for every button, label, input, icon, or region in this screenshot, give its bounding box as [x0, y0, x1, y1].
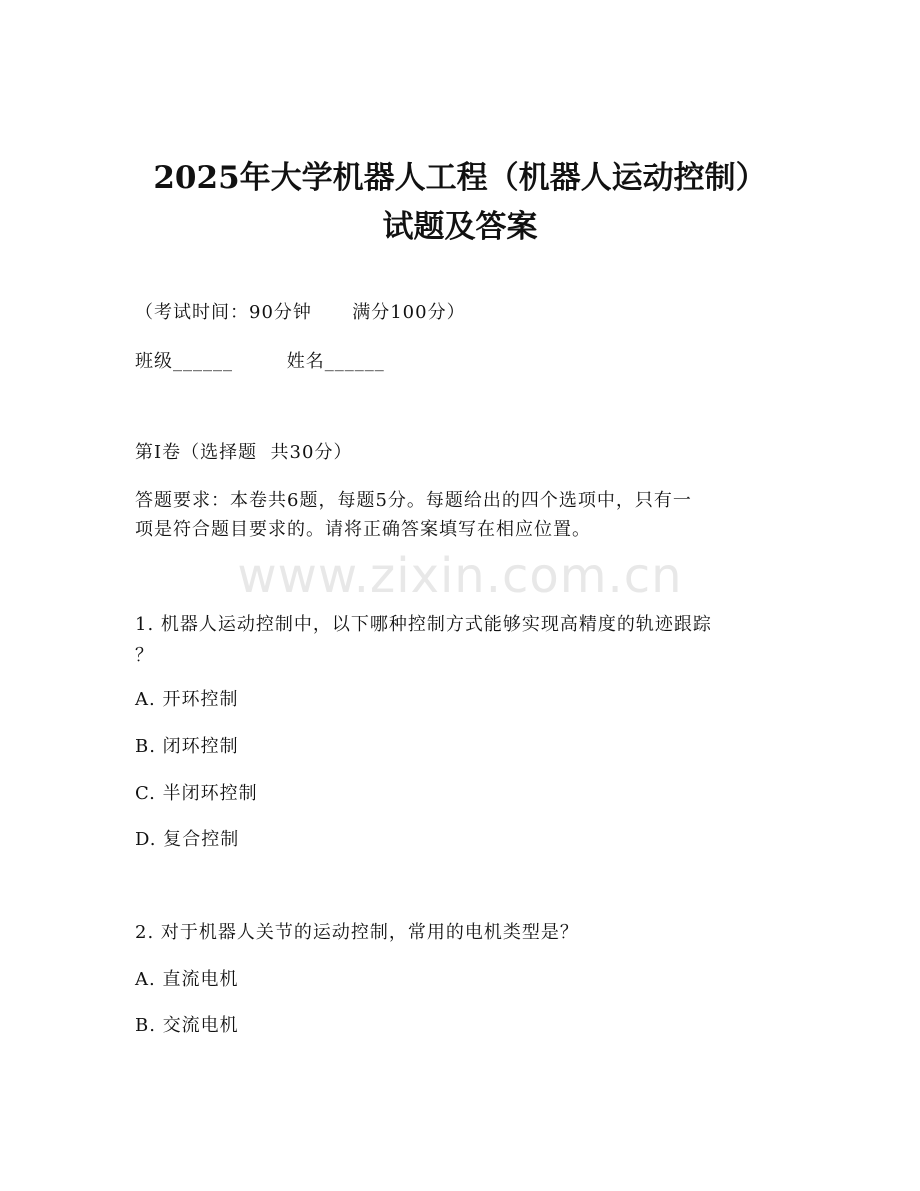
question-1-option-c: C. 半闭环控制 [135, 783, 258, 804]
instructions-line-2: 项是符合题目要求的。请将正确答案填写在相应位置。 [135, 519, 591, 540]
question-2-option-a: A. 直流电机 [135, 969, 239, 990]
question-1-option-d: D. 复合控制 [135, 829, 240, 850]
question-2-stem-line-1: 2. 对于机器人关节的运动控制，常用的电机类型是？ [135, 922, 579, 943]
title-line-1: 2025年大学机器人工程（机器人运动控制） [153, 160, 767, 196]
watermark: www.zixin.com.cn [237, 548, 683, 604]
class-name-line: 班级______ 姓名______ [135, 351, 385, 372]
exam-info: （考试时间：90分钟 满分100分） [135, 302, 466, 323]
question-1-option-b: B. 闭环控制 [135, 736, 239, 757]
question-1-option-a: A. 开环控制 [135, 689, 239, 710]
question-1-stem-line-2: ？ [135, 645, 154, 666]
question-2-option-b: B. 交流电机 [135, 1015, 239, 1036]
instructions-line-1: 答题要求：本卷共6题，每题5分。每题给出的四个选项中，只有一 [135, 490, 692, 511]
section-header: 第I卷（选择题 共30分） [135, 442, 353, 463]
title-line-2: 试题及答案 [382, 209, 538, 245]
question-1-stem-line-1: 1. 机器人运动控制中，以下哪种控制方式能够实现高精度的轨迹跟踪 [135, 614, 712, 635]
